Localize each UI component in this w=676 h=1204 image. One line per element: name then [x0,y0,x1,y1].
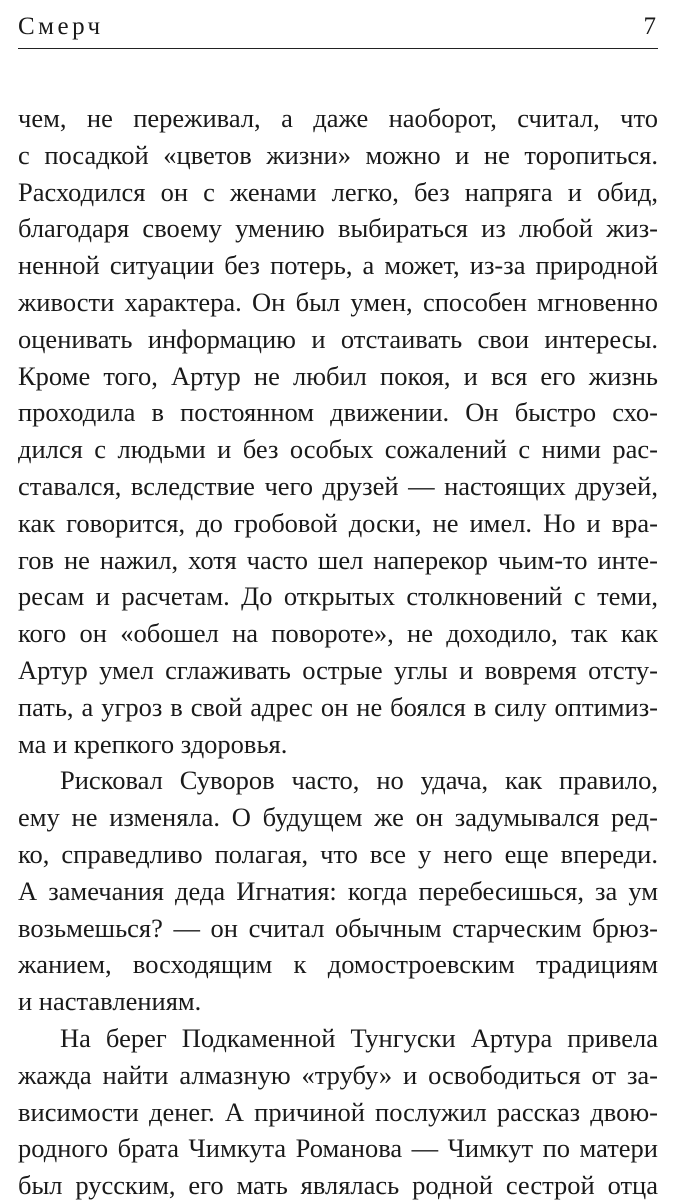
text-line: проходила в постоянном движении. Он быстро схо- [18,397,658,428]
text-line: Кроме того, Артур не любил покоя, и вся его жизнь [18,360,658,391]
body-text [18,100,658,1204]
paragraph [18,1020,658,1204]
running-title: Смерч [18,13,104,40]
text-line: ставался, вследствие чего друзей — настоящих друзей, [18,470,658,501]
text-line: ко, справедливо полагая, что все у него еще впереди. [18,838,658,869]
text-line: жажда найти алмазную «трубу» и освободиться от за- [18,1059,658,1090]
text-line: благодаря своему умению выбираться из любой жиз- [18,213,658,244]
text-line: ма и крепкого здоровья. [18,728,288,759]
text-line: с посадкой «цветов жизни» можно и не торопиться. [18,139,658,170]
text-line: жанием, восходящим к домостроевским традициям [18,949,658,980]
text-line: Расходился он с женами легко, без напряга и обид, [18,176,658,207]
page-number: 7 [643,13,656,40]
text-line: оценивать информацию и отстаивать свои интересы. [18,323,658,354]
text-line: висимости денег. А причиной послужил рассказ двою- [18,1096,658,1127]
text-line: ему не изменяла. О будущем же он задумывался ред- [18,802,658,833]
text-line: возьмешься? — он считал обычным старческим брюз- [18,912,658,943]
text-line: А замечания деда Игнатия: когда перебесишься, за ум [18,875,658,906]
text-line: кого он «обошел на повороте», не доходило, так как [18,618,658,649]
paragraph [18,100,658,762]
text-line: пать, а угроз в свой адрес он не боялся в силу оптимиз- [18,691,658,722]
paragraph [18,762,658,1020]
text-line: гов не нажил, хотя часто шел наперекор чьим-то инте- [18,544,658,575]
text-line: был русским, его мать являлась родной сестрой отца [18,1170,658,1201]
text-line: Рисковал Суворов часто, но удача, как правило, [60,765,658,796]
running-header [18,8,658,49]
text-line: родного брата Чимкута Романова — Чимкут по матери [18,1133,658,1164]
text-line: как говорится, до гробовой доски, не имел. Но и вра- [18,507,658,538]
text-line: чем, не переживал, а даже наоборот, считал, что [18,103,658,133]
text-line: ненной ситуации без потерь, а может, из-за природной [18,250,658,281]
text-line: дился с людьми и без особых сожалений с ними рас- [18,434,658,465]
text-line: и наставлениям. [18,986,202,1017]
text-line: На берег Подкаменной Тунгуски Артура привела [60,1022,658,1053]
text-line: живости характера. Он был умен, способен мгновенно [18,286,658,317]
text-line: Артур умел сглаживать острые углы и вовремя отсту- [18,654,658,685]
text-line: ресам и расчетам. До открытых столкновений с теми, [18,581,658,612]
